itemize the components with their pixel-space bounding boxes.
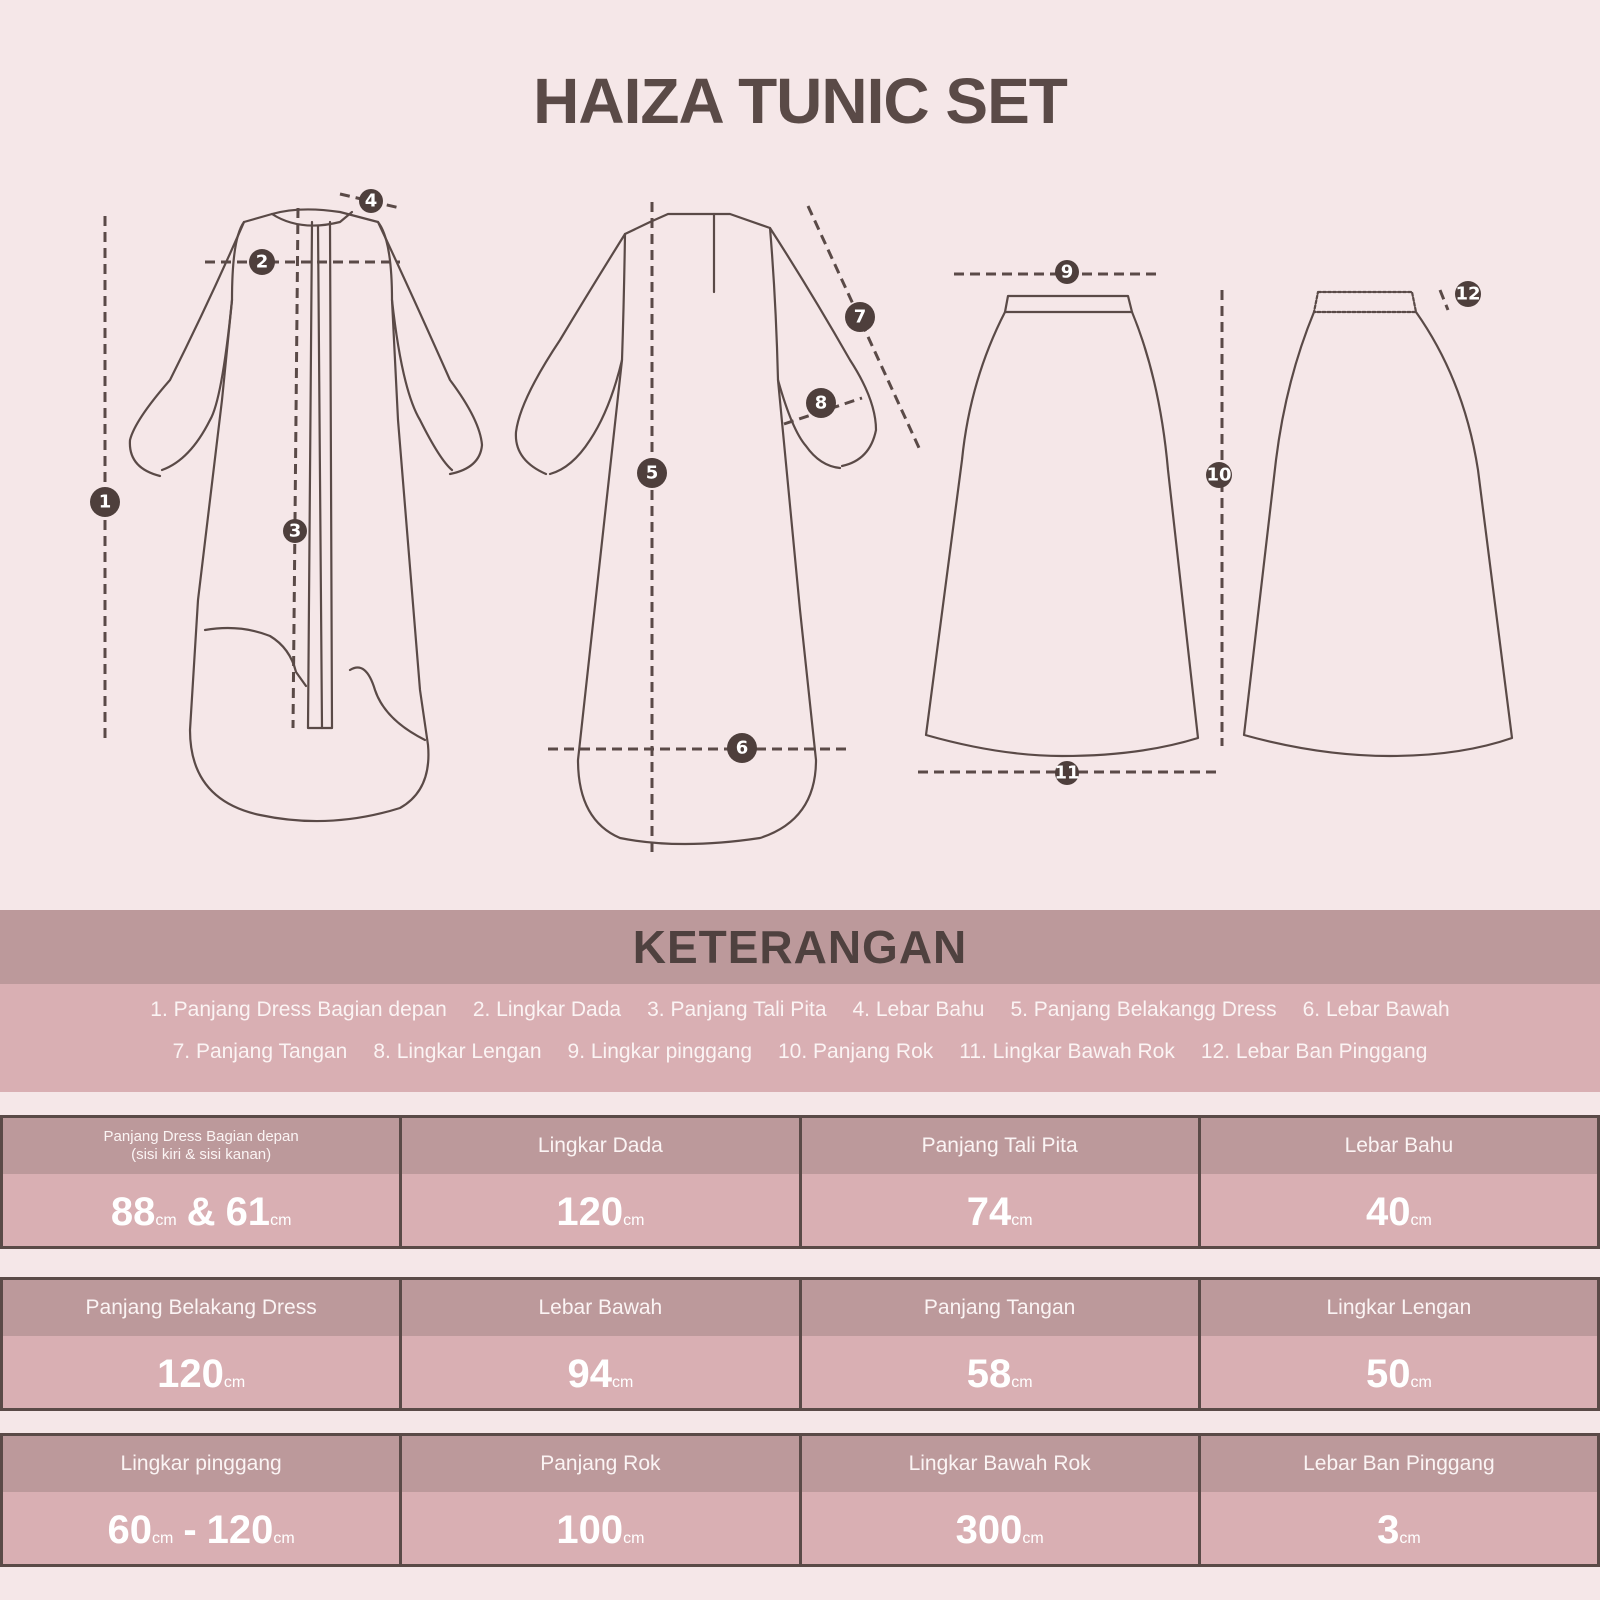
measurement-cell [1198,1280,1600,1408]
cell-header: Panjang Dress Bagian depan (sisi kiri & sisi kanan) [3,1118,399,1174]
cell-value: 58 cm [802,1336,1198,1408]
cell-header: Lebar Ban Pinggang [1201,1436,1597,1492]
cell-value: 3 cm [1201,1492,1597,1564]
skirt-back-figure [1244,292,1512,756]
svg-text:1: 1 [98,491,112,513]
legend-item: 5. Panjang Belakangg Dress [1010,998,1277,1021]
measurement-row-2 [0,1277,1600,1411]
svg-text:6: 6 [735,737,749,759]
cell-header: Lingkar Bawah Rok [802,1436,1198,1492]
legend-item: 8. Lingkar Lengan [373,1040,542,1063]
cell-value: 74 cm [802,1174,1198,1246]
legend-item: 6. Lebar Bawah [1302,998,1450,1021]
legend-row-1 [0,998,1600,1022]
legend-item: 11. Lingkar Bawah Rok [959,1040,1175,1063]
marker-8 [806,388,836,418]
cell-header: Panjang Belakang Dress [3,1280,399,1336]
svg-text:10: 10 [1206,464,1232,486]
svg-text:2: 2 [255,251,269,273]
cell-header: Panjang Tangan [802,1280,1198,1336]
cell-value: 60 cm - 120 cm [3,1492,399,1564]
svg-text:4: 4 [364,190,378,212]
cell-header: Lebar Bahu [1201,1118,1597,1174]
cell-value: 88 cm & 61 cm [3,1174,399,1246]
cell-header: Lingkar Dada [402,1118,798,1174]
measurement-row-1 [0,1115,1600,1249]
marker-4 [359,189,383,213]
measurement-cell [1198,1436,1600,1564]
legend-item: 2. Lingkar Dada [472,998,622,1021]
measurement-cell [799,1436,1198,1564]
cell-value: 120 cm [3,1336,399,1408]
measurement-cell [0,1118,399,1246]
legend-item: 1. Panjang Dress Bagian depan [150,998,447,1021]
marker-3 [283,519,307,543]
cell-value: 120 cm [402,1174,798,1246]
garment-illustration [0,170,1600,870]
svg-text:9: 9 [1060,261,1074,283]
measurement-cell [0,1280,399,1408]
svg-text:3: 3 [288,520,302,542]
legend-item: 12. Lebar Ban Pinggang [1200,1040,1428,1063]
legend-row-2 [0,1040,1600,1064]
skirt-front-figure [926,296,1198,756]
cell-value: 94 cm [402,1336,798,1408]
svg-text:11: 11 [1054,762,1080,784]
marker-1 [90,487,120,517]
garment-diagram [0,170,1600,870]
legend-item: 10. Panjang Rok [778,1040,934,1063]
cell-header: Panjang Tali Pita [802,1118,1198,1174]
marker-11 [1054,761,1079,785]
measure-line-3 [293,208,298,728]
marker-5 [637,458,667,488]
svg-text:7: 7 [853,306,867,328]
legend-item: 7. Panjang Tangan [172,1040,348,1063]
marker-12 [1455,281,1481,307]
marker-2 [249,249,275,275]
measurement-cell [1198,1118,1600,1246]
legend-item: 9. Lingkar pinggang [567,1040,752,1063]
measure-line-12 [1440,290,1448,310]
cell-header: Lingkar Lengan [1201,1280,1597,1336]
measurement-row-3 [0,1433,1600,1567]
marker-6 [727,733,757,763]
measurement-cell [399,1280,798,1408]
cell-header: Lingkar pinggang [3,1436,399,1492]
measurement-cell [799,1118,1198,1246]
measurement-cell [399,1118,798,1246]
legend-heading: KETERANGAN [632,921,968,973]
svg-text:8: 8 [814,392,828,414]
cell-value: 40 cm [1201,1174,1597,1246]
page-title: HAIZA TUNIC SET [533,65,1067,137]
cell-header: Panjang Rok [402,1436,798,1492]
measurement-cell [0,1436,399,1564]
svg-text:12: 12 [1455,283,1481,305]
cell-header: Lebar Bawah [402,1280,798,1336]
marker-9 [1055,260,1079,284]
legend-heading-band [0,910,1600,984]
marker-10 [1206,462,1232,488]
marker-7 [845,302,875,332]
legend-item: 3. Panjang Tali Pita [647,998,827,1021]
legend-item: 4. Lebar Bahu [852,998,985,1021]
measurement-cell [799,1280,1198,1408]
svg-text:5: 5 [645,462,659,484]
front-dress-figure [130,209,482,821]
legend-list [0,984,1600,1092]
measurement-cell [399,1436,798,1564]
cell-value: 50 cm [1201,1336,1597,1408]
cell-value: 300 cm [802,1492,1198,1564]
cell-value: 100 cm [402,1492,798,1564]
